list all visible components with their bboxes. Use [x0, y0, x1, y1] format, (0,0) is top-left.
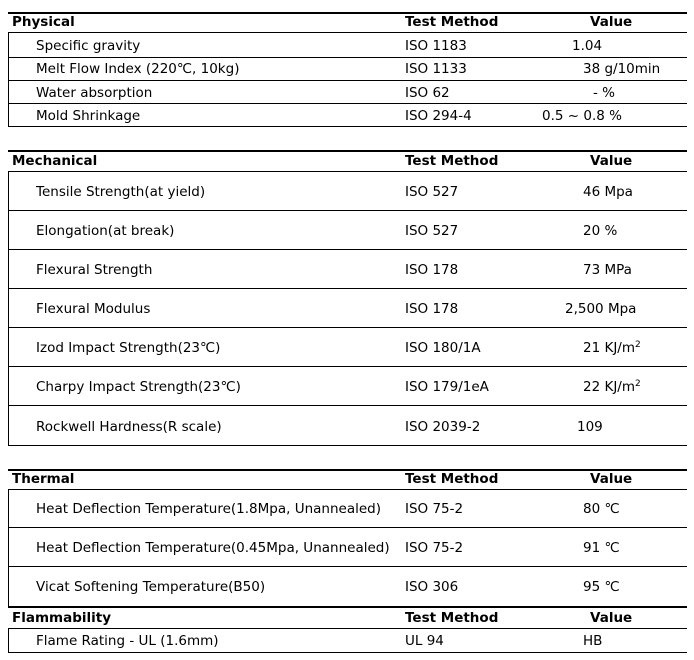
property-value: [583, 340, 641, 356]
row-divider: [8, 171, 687, 172]
section-left-border: [8, 628, 9, 652]
property-value: HB: [583, 633, 603, 649]
row-divider: [8, 489, 687, 490]
test-method: ISO 1183: [405, 38, 467, 54]
property-value: 73 MPa: [583, 262, 632, 278]
section-rule: [8, 469, 687, 471]
property-value: 0.5 ~ 0.8 %: [542, 108, 622, 124]
property-value: 80 ℃: [583, 501, 620, 517]
row-divider: [8, 288, 687, 289]
value-header: Value: [590, 471, 633, 487]
test-method-header: Test Method: [405, 153, 499, 169]
value-header: Value: [590, 153, 633, 169]
property-name: Vicat Softening Temperature(B50): [36, 579, 266, 595]
value-header: Value: [590, 14, 633, 30]
test-method-header: Test Method: [405, 471, 499, 487]
property-name: Heat Deflection Temperature(0.45Mpa, Unannealed): [36, 540, 390, 556]
property-name: Water absorption: [36, 85, 153, 101]
property-name: Mold Shrinkage: [36, 108, 141, 124]
test-method: ISO 62: [405, 85, 450, 101]
test-method: ISO 178: [405, 301, 459, 317]
test-method: ISO 1133: [405, 61, 467, 77]
row-divider: [8, 210, 687, 211]
section-left-border: [8, 489, 9, 606]
test-method: UL 94: [405, 633, 444, 649]
row-divider: [8, 103, 687, 104]
test-method-header: Test Method: [405, 610, 499, 626]
test-method: ISO 179/1eA: [405, 379, 489, 395]
section-title-mechanical: Mechanical: [12, 153, 98, 169]
row-divider: [8, 527, 687, 528]
row-divider: [8, 32, 687, 33]
test-method: ISO 527: [405, 223, 459, 239]
property-name: Charpy Impact Strength(23℃): [36, 379, 241, 395]
row-divider: [8, 566, 687, 567]
value-header: Value: [590, 610, 633, 626]
value-text: 22 KJ/m: [583, 379, 636, 395]
property-value: 1.04: [572, 38, 603, 54]
value-superscript: 2: [635, 340, 641, 350]
property-value: 109: [577, 419, 603, 435]
row-divider: [8, 249, 687, 250]
section-left-border: [8, 171, 9, 445]
test-method: ISO 2039-2: [405, 419, 481, 435]
property-name: Flame Rating - UL (1.6mm): [36, 633, 219, 649]
section-title-flammability: Flammability: [12, 610, 112, 626]
row-divider: [8, 327, 687, 328]
test-method: ISO 294-4: [405, 108, 472, 124]
test-method: ISO 75-2: [405, 540, 464, 556]
section-left-border: [8, 32, 9, 126]
property-name: Tensile Strength(at yield): [36, 184, 206, 200]
test-method-header: Test Method: [405, 14, 499, 30]
property-name: Flexural Modulus: [36, 301, 151, 317]
property-name: Rockwell Hardness(R scale): [36, 419, 222, 435]
property-value: [583, 379, 641, 395]
section-rule: [8, 150, 687, 152]
property-value: 2,500 Mpa: [565, 301, 637, 317]
property-name: Heat Deflection Temperature(1.8Mpa, Unannealed): [36, 501, 382, 517]
property-value: 95 ℃: [583, 579, 620, 595]
property-value: 46 Mpa: [583, 184, 633, 200]
value-superscript: 2: [635, 379, 641, 389]
value-text: 21 KJ/m: [583, 340, 636, 356]
test-method: ISO 527: [405, 184, 459, 200]
test-method: ISO 306: [405, 579, 459, 595]
property-name: Specific gravity: [36, 38, 141, 54]
row-divider: [8, 445, 687, 446]
row-divider: [8, 80, 687, 81]
section-rule: [8, 12, 687, 14]
property-value: 91 ℃: [583, 540, 620, 556]
property-name: Elongation(at break): [36, 223, 175, 239]
row-divider: [8, 126, 687, 127]
row-divider: [8, 57, 687, 58]
property-value: - %: [593, 85, 615, 101]
row-divider: [8, 366, 687, 367]
section-title-thermal: Thermal: [12, 471, 75, 487]
row-divider: [8, 405, 687, 406]
row-divider: [8, 652, 687, 653]
test-method: ISO 180/1A: [405, 340, 481, 356]
property-value: 20 %: [583, 223, 618, 239]
property-value: 38 g/10min: [583, 61, 661, 77]
test-method: ISO 75-2: [405, 501, 464, 517]
test-method: ISO 178: [405, 262, 459, 278]
property-name: Melt Flow Index (220℃, 10kg): [36, 61, 240, 77]
section-title-physical: Physical: [12, 14, 75, 30]
row-divider: [8, 628, 687, 629]
section-rule: [8, 606, 687, 608]
property-name: Flexural Strength: [36, 262, 153, 278]
property-name: Izod Impact Strength(23℃): [36, 340, 221, 356]
